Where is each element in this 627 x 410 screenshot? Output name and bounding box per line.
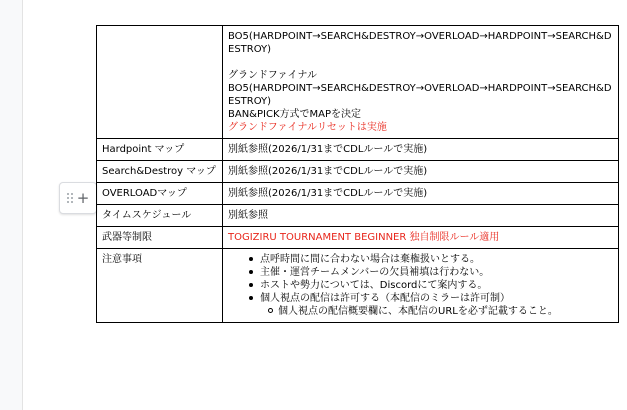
- notes-list: [228, 253, 613, 305]
- sub-list-item: 個人視点の配信概要欄に、本配信のURLを必ず記載すること。: [278, 305, 613, 318]
- table-row: [97, 139, 619, 161]
- value-time-schedule[interactable]: 別紙参照: [223, 205, 619, 227]
- table-cell-label-empty[interactable]: [97, 26, 223, 139]
- value-hardpoint-map[interactable]: 別紙参照(2026/1/31までCDLルールで実施): [223, 139, 619, 161]
- value-notes[interactable]: [223, 249, 619, 323]
- value-overload-map[interactable]: 別紙参照(2026/1/31までCDLルールで実施): [223, 183, 619, 205]
- table-row: [97, 161, 619, 183]
- format-line: グランドファイナル: [228, 70, 317, 81]
- format-line: BO5(HARDPOINT→SEARCH&DESTROY→OVERLOAD→HARDPOINT→SEARCH&DESTROY): [228, 31, 612, 55]
- table-row: [97, 183, 619, 205]
- list-item: 点呼時間に間に合わない場合は棄権扱いとする。: [260, 253, 613, 266]
- label-snd-map[interactable]: Search&Destroy マップ: [97, 161, 223, 183]
- label-weapon-restrictions[interactable]: 武器等制限: [97, 227, 223, 249]
- table-cell-format[interactable]: [223, 26, 619, 139]
- drag-handle-icon[interactable]: [67, 193, 73, 203]
- table-row: [97, 26, 619, 139]
- format-line: BO5(HARDPOINT→SEARCH&DESTROY→OVERLOAD→HARDPOINT→SEARCH&DESTROY): [228, 83, 612, 107]
- value-snd-map[interactable]: 別紙参照(2026/1/31までCDLルールで実施): [223, 161, 619, 183]
- rules-table: [96, 25, 619, 323]
- label-notes[interactable]: 注意事項: [97, 249, 223, 323]
- row-toolbar[interactable]: [59, 182, 97, 214]
- table-row: [97, 205, 619, 227]
- table-row: [97, 249, 619, 323]
- label-time-schedule[interactable]: タイムスケジュール: [97, 205, 223, 227]
- label-hardpoint-map[interactable]: Hardpoint マップ: [97, 139, 223, 161]
- plus-icon[interactable]: +: [76, 188, 90, 207]
- notes-sublist: [228, 305, 613, 318]
- list-item: ホストや勢力については、Discordにて案内する。: [260, 279, 613, 292]
- label-overload-map[interactable]: OVERLOADマップ: [97, 183, 223, 205]
- table-row: [97, 227, 619, 249]
- list-item: 主催・運営チームメンバーの欠員補填は行わない。: [260, 266, 613, 279]
- value-weapon-restrictions[interactable]: TOGIZIRU TOURNAMENT BEGINNER 独自制限ルール適用: [223, 227, 619, 249]
- list-item: 個人視点の配信は許可する（本配信のミラーは許可制）: [260, 292, 613, 305]
- grand-final-reset-note: グランドファイナルリセットは実施: [228, 122, 387, 133]
- format-line: BAN&PICK方式でMAPを決定: [228, 109, 361, 120]
